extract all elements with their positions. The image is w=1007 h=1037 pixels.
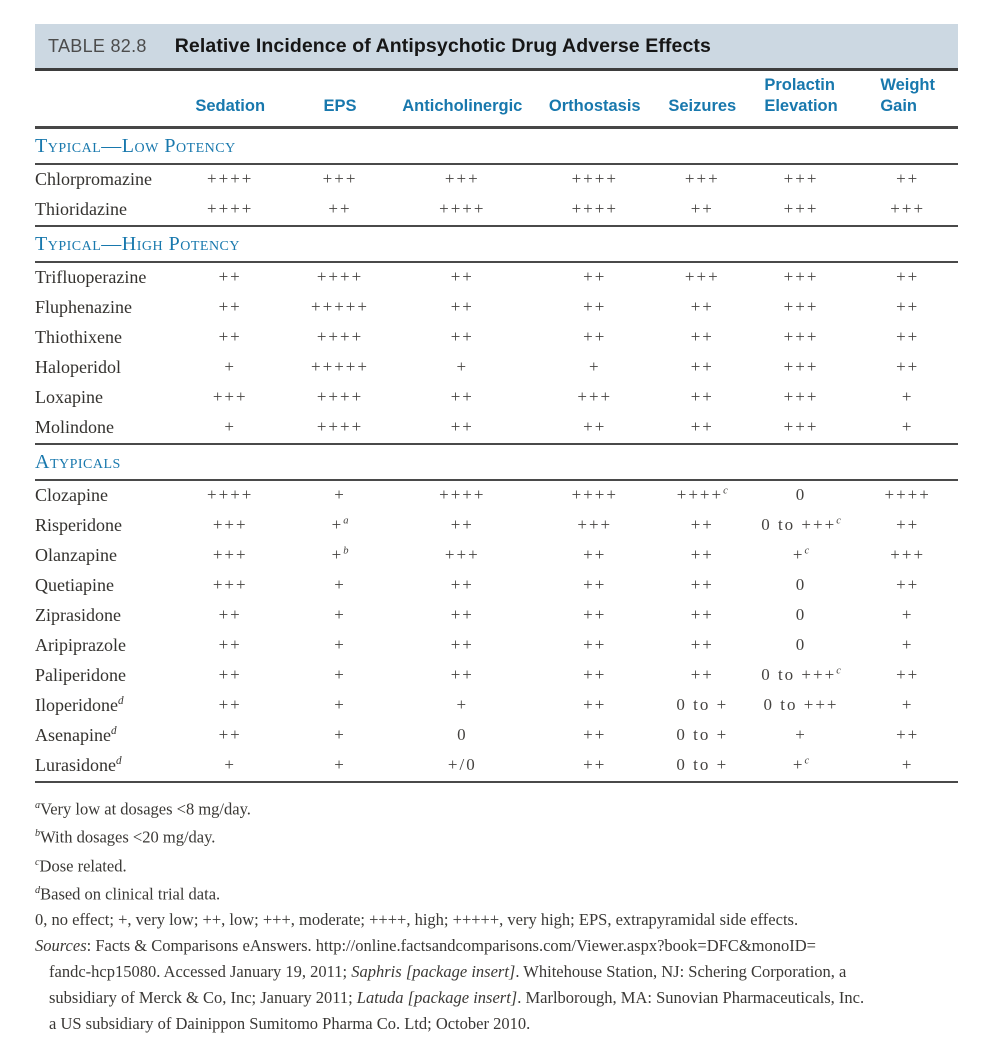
footnote-marker: c (35, 856, 40, 868)
drug-name: Asenapine$^d$ (35, 724, 117, 745)
rating-cell: + (456, 357, 469, 376)
rating-cell: +++ (212, 545, 248, 564)
rating-cell: +++ (783, 297, 819, 316)
rating-cell: ++ (218, 635, 242, 654)
drug-name: Lurasidone$^d$ (35, 751, 175, 782)
rating-cell: +++ (684, 267, 720, 286)
rating-cell: + (334, 605, 346, 624)
drug-name: Molindone (35, 416, 114, 437)
rating-cell: +++++ (311, 297, 369, 316)
drug-name: Thiothixene (35, 326, 122, 347)
drug-name: Clozapine (35, 484, 108, 505)
table-row (35, 293, 958, 323)
drug-name: Chlorpromazine (35, 168, 152, 189)
rating-cell: ++ (583, 725, 607, 744)
table-row (35, 480, 958, 511)
column-header-sedation (175, 71, 285, 127)
drug-name: Trifluoperazine (35, 266, 147, 287)
column-header-label: EPS (323, 96, 357, 115)
rating-cell: + (456, 695, 469, 714)
rating-cell: +++ (444, 545, 480, 564)
rating-cell: +++ (783, 417, 819, 436)
rating-cell: +++ (577, 387, 613, 406)
rating-cell: ++ (450, 635, 474, 654)
rating-cell: ++ (690, 665, 714, 684)
column-header-label: Sedation (195, 96, 266, 115)
table-row (35, 541, 958, 571)
rating-cell: + (334, 725, 346, 744)
drug-name: Olanzapine (35, 544, 117, 565)
rating-cell: + (175, 751, 285, 782)
rating-cell: ++ (690, 327, 714, 346)
rating-cell: ++ (690, 515, 714, 534)
rating-cell: ++ (450, 575, 474, 594)
rating-cell: +++ (890, 545, 926, 564)
drug-name: Iloperidone$^d$ (35, 694, 124, 715)
drug-name: Fluphenazine (35, 296, 132, 317)
rating-cell: +$^c$ (792, 545, 810, 564)
rating-cell: ++++ (571, 485, 618, 504)
table-row (35, 721, 958, 751)
footnote-marker: d (35, 885, 41, 896)
rating-cell: 0 (457, 725, 468, 744)
sources-text-segment: . Marlborough, MA: Sunovian Pharmaceuticals, Inc. (517, 987, 865, 1007)
rating-cell: ++ (583, 665, 607, 684)
rating-cell: ++ (896, 267, 920, 286)
footnote-a: $^a$Very low at dosages <8 mg/day. (35, 799, 251, 818)
rating-cell: 0 (795, 485, 807, 504)
rating-cell: ++++ (207, 169, 254, 188)
rating-cell: 0 (795, 605, 807, 624)
rating-cell: ++ (896, 725, 920, 744)
rating-cell: ++++ (316, 417, 364, 436)
section-header (35, 127, 958, 164)
column-header-prolactin-elevation (745, 71, 858, 127)
rating-cell: ++ (450, 387, 474, 406)
rating-cell: ++ (450, 267, 474, 286)
rating-cell: +++ (212, 515, 248, 534)
sources-text-segment: . Whitehouse Station, NJ: Schering Corporation, a (515, 961, 847, 981)
drug-name: Paliperidone (35, 664, 126, 685)
rating-cell: ++++ (316, 327, 364, 346)
rating-cell: 0 to + (676, 725, 729, 744)
table-row (35, 164, 958, 195)
sources-italic-segment: Saphris [package insert] (351, 961, 516, 981)
rating-cell: + (795, 725, 807, 744)
adverse-effects-table (35, 71, 958, 783)
rating-cell: ++++$^c$ (676, 485, 728, 504)
rating-cell: + (901, 605, 914, 624)
section-header-row (35, 226, 958, 262)
drug-name: Haloperidol (35, 356, 121, 377)
rating-cell: ++ (218, 665, 242, 684)
rating-cell: +++ (783, 169, 819, 188)
rating-cell: ++ (328, 199, 352, 218)
sources-line (35, 959, 958, 985)
rating-cell: ++ (690, 545, 714, 564)
sources-italic-segment: Sources (35, 935, 87, 955)
table-row (35, 195, 958, 226)
section-header-label: Typical—Low Potency (35, 134, 236, 157)
footnotes-block (35, 793, 958, 907)
rating-cell: 0 to +++$^c$ (761, 665, 841, 684)
sources-italic-segment: Latuda [package insert] (356, 987, 518, 1007)
table-row (35, 413, 958, 444)
rating-cell: +++ (783, 327, 819, 346)
rating-cell: + (857, 751, 958, 782)
column-header-label: Prolactin Elevation (764, 75, 838, 115)
sources-text-segment: fandc-hcp15080. Accessed January 19, 2011; (49, 961, 352, 981)
rating-cell: ++++ (571, 169, 618, 188)
section-header-label: Typical—High Potency (35, 232, 240, 255)
drug-name: Quetiapine (35, 574, 114, 595)
rating-cell: ++ (583, 695, 607, 714)
rating-cell: ++ (583, 635, 607, 654)
rating-cell: 0 to + (660, 751, 745, 782)
table-row (35, 323, 958, 353)
sources-line (35, 985, 958, 1011)
rating-cell: + (901, 695, 914, 714)
rating-cell: + (901, 417, 914, 436)
rating-cell: ++ (896, 169, 920, 188)
rating-cell: +++ (783, 357, 819, 376)
drug-column-header-empty (35, 71, 175, 127)
table-title-bar (35, 24, 958, 71)
rating-cell: 0 (795, 575, 807, 594)
rating-cell: ++ (450, 515, 474, 534)
rating-cell: ++++ (316, 267, 364, 286)
column-header-eps (285, 71, 395, 127)
rating-cell: ++ (690, 387, 714, 406)
rating-cell: ++ (450, 417, 474, 436)
rating-cell: +$^b$ (331, 545, 349, 564)
rating-cell: +$^a$ (331, 515, 349, 534)
rating-cell: + (334, 485, 346, 504)
rating-cell: ++++ (207, 199, 254, 218)
rating-cell: +++ (783, 267, 819, 286)
section-header (35, 444, 958, 480)
rating-cell: ++ (583, 575, 607, 594)
column-header-label: Weight Gain (880, 75, 936, 115)
rating-cell: ++ (218, 725, 242, 744)
rating-cell: +++ (890, 199, 926, 218)
drug-name: Loxapine (35, 386, 103, 407)
sources-line (35, 933, 958, 959)
column-header-label: Seizures (668, 96, 737, 115)
sources-text-segment: subsidiary of Merck & Co, Inc; January 2011; (49, 987, 357, 1007)
column-header-label: Anticholinergic (402, 96, 523, 115)
rating-cell: ++ (690, 297, 714, 316)
table-number-label: TABLE 82.8 (48, 35, 147, 56)
rating-cell: +++ (783, 199, 819, 218)
column-header-seizures (660, 71, 745, 127)
rating-cell: ++ (583, 297, 607, 316)
table-row (35, 601, 958, 631)
table-row (35, 262, 958, 293)
rating-cell: +$^c$ (745, 751, 858, 782)
rating-cell: ++ (690, 605, 714, 624)
footnote-d: $^d$Based on clinical trial data. (35, 884, 221, 904)
rating-cell: + (901, 635, 914, 654)
rating-cell: + (334, 695, 346, 714)
rating-cell: ++ (896, 357, 920, 376)
rating-cell: +++ (444, 169, 480, 188)
rating-cell: ++ (583, 545, 607, 564)
table-row (35, 751, 958, 782)
rating-cell: 0 to + (676, 695, 729, 714)
rating-cell: + (285, 751, 395, 782)
table-row (35, 353, 958, 383)
rating-cell: ++ (896, 297, 920, 316)
section-header (35, 226, 958, 262)
rating-cell: + (901, 387, 914, 406)
rating-cell: ++ (218, 297, 242, 316)
rating-cell: ++ (583, 327, 607, 346)
rating-cell: ++++ (439, 485, 486, 504)
rating-cell: 0 to +++$^c$ (761, 515, 841, 534)
rating-cell: ++ (218, 267, 242, 286)
footnote-marker: a (35, 799, 41, 811)
rating-cell: ++ (450, 297, 474, 316)
sources-block (35, 933, 958, 1037)
section-header-row (35, 444, 958, 480)
column-header-label: Orthostasis (548, 96, 641, 115)
drug-name: Aripiprazole (35, 634, 126, 655)
rating-cell: ++ (583, 267, 607, 286)
rating-cell: + (224, 417, 236, 436)
footnote-b: $^b$With dosages <20 mg/day. (35, 827, 216, 847)
table-row (35, 631, 958, 661)
column-header-anticholinergic (395, 71, 530, 127)
rating-cell: ++ (450, 605, 474, 624)
rating-cell: + (334, 665, 346, 684)
rating-cell: ++++ (207, 485, 254, 504)
rating-cell: + (224, 357, 236, 376)
rating-cell: +++ (783, 387, 819, 406)
table-row (35, 571, 958, 601)
rating-cell: + (334, 575, 346, 594)
sources-text-segment: a US subsidiary of Dainippon Sumitomo Pharma Co. Ltd; October 2010. (49, 1013, 531, 1033)
rating-cell: 0 (795, 635, 807, 654)
rating-cell: ++ (583, 605, 607, 624)
drug-name: Risperidone (35, 514, 122, 535)
rating-legend-line: 0, no effect; +, very low; ++, low; +++, moderate; ++++, high; +++++, very high; EPS, extrapyramidal side effects. (35, 909, 799, 929)
rating-cell: ++ (690, 575, 714, 594)
footnote-c: $^c$Dose related. (35, 856, 127, 875)
column-header-orthostasis (530, 71, 660, 127)
table-row (35, 383, 958, 413)
rating-cell: +++ (212, 575, 248, 594)
rating-cell: ++ (450, 327, 474, 346)
sources-text-segment: : Facts & Comparisons eAnswers. http://online.factsandcomparisons.com/Viewer.aspx?book=DFC&monoID= (86, 935, 816, 955)
rating-cell: +/0 (395, 751, 530, 782)
rating-cell: ++ (450, 665, 474, 684)
rating-cell: ++ (690, 357, 714, 376)
rating-cell: ++ (896, 665, 920, 684)
table-row (35, 661, 958, 691)
rating-cell: 0 to +++ (763, 695, 839, 714)
column-header-weight-gain (857, 71, 958, 127)
rating-cell: +++ (684, 169, 720, 188)
rating-cell: ++ (218, 695, 242, 714)
section-header-label: Atypicals (35, 450, 121, 473)
rating-cell: ++++ (316, 387, 364, 406)
rating-cell: ++++ (884, 485, 931, 504)
rating-cell: ++ (690, 635, 714, 654)
drug-name: Thioridazine (35, 198, 127, 219)
rating-cell: +++ (212, 387, 248, 406)
rating-cell: ++ (690, 199, 714, 218)
rating-cell: ++ (896, 515, 920, 534)
footnote-marker: b (35, 828, 41, 839)
table-title: Relative Incidence of Antipsychotic Drug Adverse Effects (174, 34, 711, 57)
table-row (35, 511, 958, 541)
drug-name: Ziprasidone (35, 604, 121, 625)
section-header-row (35, 127, 958, 164)
rating-cell: ++ (690, 417, 714, 436)
rating-cell: +++++ (311, 357, 369, 376)
rating-cell: ++ (583, 417, 607, 436)
rating-cell: +++ (322, 169, 358, 188)
rating-cell: ++++ (439, 199, 486, 218)
rating-cell: ++ (530, 751, 660, 782)
rating-cell: ++ (896, 575, 920, 594)
rating-cell: ++ (218, 605, 242, 624)
rating-cell: ++ (896, 327, 920, 346)
rating-cell: ++ (218, 327, 242, 346)
rating-cell: + (334, 635, 346, 654)
column-header-row (35, 71, 958, 127)
rating-cell: + (588, 357, 601, 376)
table-row (35, 691, 958, 721)
rating-cell: +++ (577, 515, 613, 534)
rating-cell: ++++ (571, 199, 618, 218)
